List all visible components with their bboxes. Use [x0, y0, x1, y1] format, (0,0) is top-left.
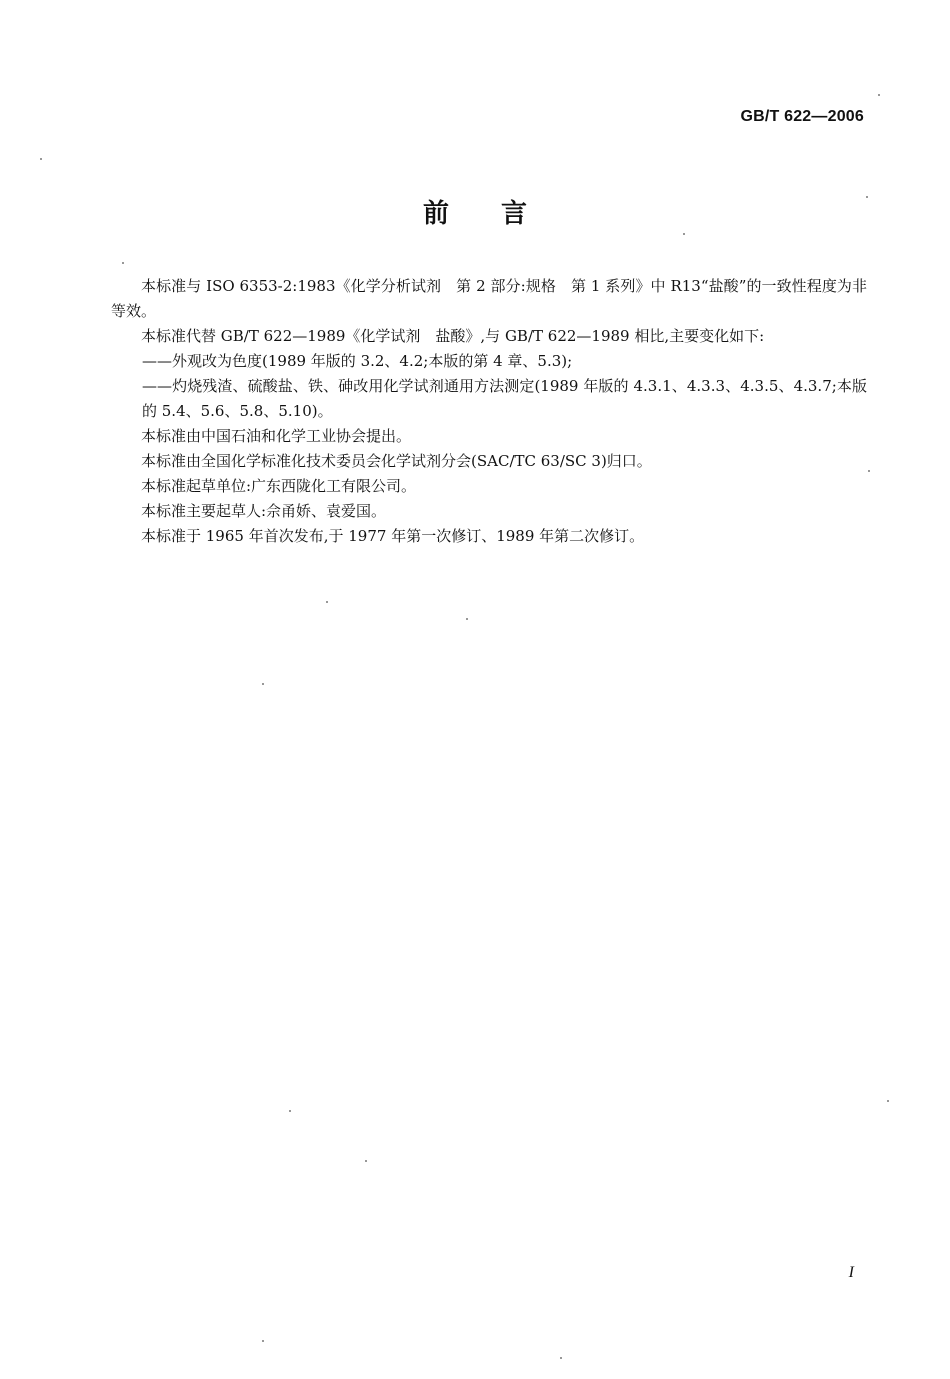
scan-speck	[122, 262, 124, 264]
page-title: 前言	[422, 199, 579, 229]
scan-speck	[868, 470, 870, 472]
scan-speck	[683, 233, 685, 235]
paragraph-replacement: 本标准代替 GB/T 622—1989《化学试剂 盐酸》,与 GB/T 622—1989 相比,主要变化如下:	[141, 327, 765, 345]
change-item-text: ——外观改为色度(1989 年版的 3.2、4.2;本版的第 4 章、5.3);	[142, 352, 573, 370]
change-item-methods	[111, 374, 867, 424]
standard-number: GB/T 622—2006	[740, 108, 864, 125]
scan-speck	[866, 196, 868, 198]
statement-proposer: 本标准由中国石油和化学工业协会提出。	[141, 427, 412, 445]
scan-speck	[878, 94, 880, 96]
scan-speck	[887, 1100, 889, 1102]
statement-drafting-unit: 本标准起草单位:广东西陇化工有限公司。	[141, 477, 417, 495]
scan-speck	[262, 683, 264, 685]
change-item-text: ——灼烧残渣、硫酸盐、铁、砷改用化学试剂通用方法测定(1989 年版的 4.3.1、4.3.3、4.3.5、4.3.7;本版的 5.4、5.6、5.8、5.10)。	[142, 377, 867, 420]
statement-drafters: 本标准主要起草人:佘甬娇、袁爱国。	[141, 502, 387, 520]
change-item-appearance	[111, 349, 867, 374]
scan-speck	[365, 1160, 367, 1162]
document-body	[111, 274, 867, 549]
scan-speck	[326, 601, 328, 603]
scan-speck	[466, 618, 468, 620]
scan-speck	[262, 1340, 264, 1342]
statement-committee: 本标准由全国化学标准化技术委员会化学试剂分会(SAC/TC 63/SC 3)归口。	[141, 452, 652, 470]
scan-speck	[560, 1357, 562, 1359]
statement-history: 本标准于 1965 年首次发布,于 1977 年第一次修订、1989 年第二次修订。	[141, 527, 645, 545]
page-number: I	[848, 1264, 854, 1281]
scan-speck	[289, 1110, 291, 1112]
scan-speck	[40, 158, 42, 160]
paragraph-consistency: 本标准与 ISO 6353-2:1983《化学分析试剂 第 2 部分:规格 第 1 系列》中 R13“盐酸”的一致性程度为非等效。	[111, 277, 867, 320]
